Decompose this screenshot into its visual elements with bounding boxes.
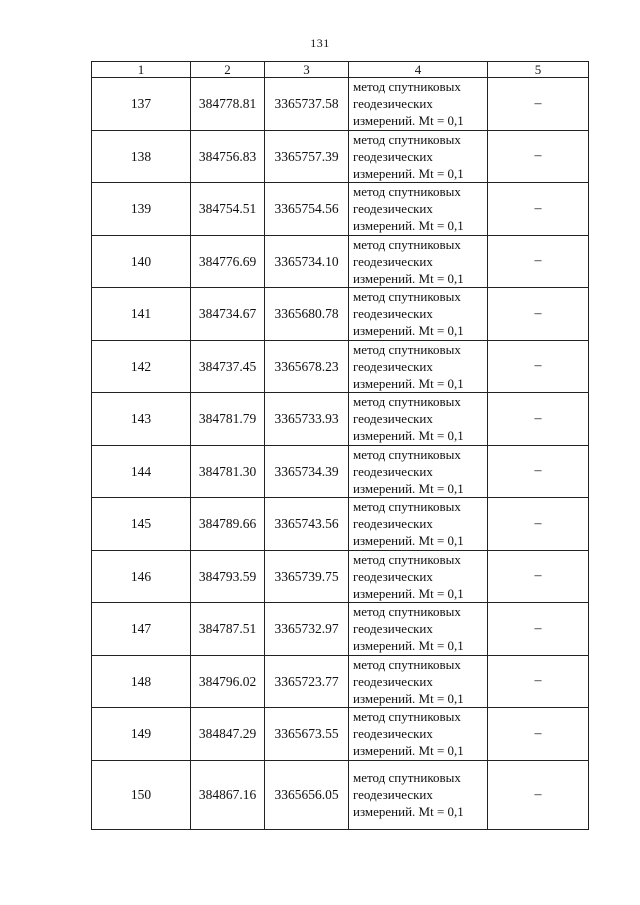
- table-body: [92, 78, 589, 830]
- method-line: геодезических: [353, 726, 433, 742]
- method-line: геодезических: [353, 463, 433, 479]
- method-line: метод спутниковых: [353, 446, 461, 462]
- method-line: измерений. Mt = 0,1: [353, 585, 464, 601]
- method-line: метод спутниковых: [353, 184, 461, 200]
- method-line: метод спутниковых: [353, 709, 461, 725]
- method-line: геодезических: [353, 96, 433, 112]
- y-coordinate-cell: 3365757.39: [265, 130, 349, 183]
- method-line: метод спутниковых: [353, 499, 461, 515]
- table-row: [92, 288, 589, 341]
- method-line: измерений. Mt = 0,1: [353, 690, 464, 706]
- point-number-cell: 138: [92, 130, 191, 183]
- note-cell: –: [488, 708, 589, 761]
- x-coordinate-cell: 384847.29: [191, 708, 265, 761]
- table-row: [92, 550, 589, 603]
- x-coordinate-cell: 384756.83: [191, 130, 265, 183]
- point-number-cell: 139: [92, 183, 191, 236]
- method-line: геодезических: [353, 411, 433, 427]
- y-coordinate-cell: 3365737.58: [265, 78, 349, 131]
- point-number-cell: 145: [92, 498, 191, 551]
- method-cell: [349, 445, 488, 498]
- y-coordinate-cell: 3365743.56: [265, 498, 349, 551]
- note-cell: –: [488, 550, 589, 603]
- method-cell: [349, 393, 488, 446]
- note-cell: –: [488, 603, 589, 656]
- method-line: измерений. Mt = 0,1: [353, 743, 464, 759]
- note-cell: –: [488, 393, 589, 446]
- y-coordinate-cell: 3365680.78: [265, 288, 349, 341]
- method-line: измерений. Mt = 0,1: [353, 533, 464, 549]
- method-line: геодезических: [353, 787, 433, 802]
- method-cell: [349, 235, 488, 288]
- y-coordinate-cell: 3365723.77: [265, 655, 349, 708]
- method-line: геодезических: [353, 621, 433, 637]
- method-cell: [349, 708, 488, 761]
- point-number-cell: 146: [92, 550, 191, 603]
- method-line: измерений. Mt = 0,1: [353, 270, 464, 286]
- point-number-cell: 141: [92, 288, 191, 341]
- point-number-cell: 140: [92, 235, 191, 288]
- point-number-cell: 148: [92, 655, 191, 708]
- note-cell: –: [488, 235, 589, 288]
- x-coordinate-cell: 384796.02: [191, 655, 265, 708]
- note-cell: –: [488, 130, 589, 183]
- table-row: [92, 130, 589, 183]
- table-row: [92, 708, 589, 761]
- y-coordinate-cell: 3365673.55: [265, 708, 349, 761]
- method-line: метод спутниковых: [353, 289, 461, 305]
- note-cell: –: [488, 288, 589, 341]
- note-cell: –: [488, 445, 589, 498]
- method-line: метод спутниковых: [353, 604, 461, 620]
- point-number-cell: 149: [92, 708, 191, 761]
- x-coordinate-cell: 384787.51: [191, 603, 265, 656]
- method-line: измерений. Mt = 0,1: [353, 480, 464, 496]
- page-number: 131: [310, 36, 330, 50]
- header-col-3: 3: [265, 62, 349, 78]
- method-line: геодезических: [353, 148, 433, 164]
- note-cell: –: [488, 183, 589, 236]
- y-coordinate-cell: 3365732.97: [265, 603, 349, 656]
- method-cell: [349, 78, 488, 131]
- table-row: [92, 445, 589, 498]
- method-cell: [349, 655, 488, 708]
- table-row: [92, 183, 589, 236]
- x-coordinate-cell: 384734.67: [191, 288, 265, 341]
- table-row: [92, 655, 589, 708]
- method-line: метод спутниковых: [353, 551, 461, 567]
- note-cell: –: [488, 655, 589, 708]
- coordinates-table: [91, 61, 589, 830]
- method-cell: [349, 550, 488, 603]
- table-row: [92, 78, 589, 131]
- method-line: метод спутниковых: [353, 236, 461, 252]
- point-number-cell: 147: [92, 603, 191, 656]
- table-header: [92, 62, 589, 78]
- method-line: измерений. Mt = 0,1: [353, 323, 464, 339]
- header-col-4: 4: [349, 62, 488, 78]
- method-line: метод спутниковых: [353, 770, 461, 785]
- method-line: измерений. Mt = 0,1: [353, 218, 464, 234]
- note-cell: –: [488, 340, 589, 393]
- method-line: метод спутниковых: [353, 394, 461, 410]
- y-coordinate-cell: 3365734.10: [265, 235, 349, 288]
- method-line: измерений. Mt = 0,1: [353, 165, 464, 181]
- point-number-cell: 137: [92, 78, 191, 131]
- method-line: метод спутниковых: [353, 341, 461, 357]
- method-line: измерений. Mt = 0,1: [353, 638, 464, 654]
- note-cell: –: [488, 498, 589, 551]
- y-coordinate-cell: 3365678.23: [265, 340, 349, 393]
- header-row: [92, 62, 589, 78]
- note-cell: –: [488, 78, 589, 131]
- method-cell: [349, 498, 488, 551]
- table-row: [92, 603, 589, 656]
- header-col-1: 1: [92, 62, 191, 78]
- table-row: [92, 498, 589, 551]
- x-coordinate-cell: 384778.81: [191, 78, 265, 131]
- method-cell: [349, 340, 488, 393]
- method-line: измерений. Mt = 0,1: [353, 428, 464, 444]
- x-coordinate-cell: 384867.16: [191, 760, 265, 829]
- point-number-cell: 142: [92, 340, 191, 393]
- method-cell: [349, 603, 488, 656]
- table-row: [92, 760, 589, 829]
- x-coordinate-cell: 384754.51: [191, 183, 265, 236]
- method-line: измерений. Mt = 0,1: [353, 113, 464, 129]
- method-line: геодезических: [353, 306, 433, 322]
- point-number-cell: 150: [92, 760, 191, 829]
- method-line: геодезических: [353, 568, 433, 584]
- method-cell: [349, 130, 488, 183]
- header-col-5: 5: [488, 62, 589, 78]
- x-coordinate-cell: 384737.45: [191, 340, 265, 393]
- method-line: метод спутниковых: [353, 656, 461, 672]
- table-row: [92, 340, 589, 393]
- x-coordinate-cell: 384793.59: [191, 550, 265, 603]
- y-coordinate-cell: 3365754.56: [265, 183, 349, 236]
- x-coordinate-cell: 384776.69: [191, 235, 265, 288]
- method-line: измерений. Mt = 0,1: [353, 804, 464, 819]
- point-number-cell: 144: [92, 445, 191, 498]
- point-number-cell: 143: [92, 393, 191, 446]
- table-row: [92, 393, 589, 446]
- method-line: геодезических: [353, 201, 433, 217]
- method-cell: [349, 288, 488, 341]
- method-cell: [349, 183, 488, 236]
- x-coordinate-cell: 384781.30: [191, 445, 265, 498]
- y-coordinate-cell: 3365656.05: [265, 760, 349, 829]
- method-line: геодезических: [353, 253, 433, 269]
- x-coordinate-cell: 384789.66: [191, 498, 265, 551]
- note-cell: –: [488, 760, 589, 829]
- method-line: геодезических: [353, 516, 433, 532]
- table-row: [92, 235, 589, 288]
- y-coordinate-cell: 3365734.39: [265, 445, 349, 498]
- y-coordinate-cell: 3365739.75: [265, 550, 349, 603]
- method-line: геодезических: [353, 673, 433, 689]
- method-line: измерений. Mt = 0,1: [353, 375, 464, 391]
- x-coordinate-cell: 384781.79: [191, 393, 265, 446]
- method-line: метод спутниковых: [353, 79, 461, 95]
- header-col-2: 2: [191, 62, 265, 78]
- method-line: метод спутниковых: [353, 131, 461, 147]
- y-coordinate-cell: 3365733.93: [265, 393, 349, 446]
- method-line: геодезических: [353, 358, 433, 374]
- method-cell: [349, 760, 488, 829]
